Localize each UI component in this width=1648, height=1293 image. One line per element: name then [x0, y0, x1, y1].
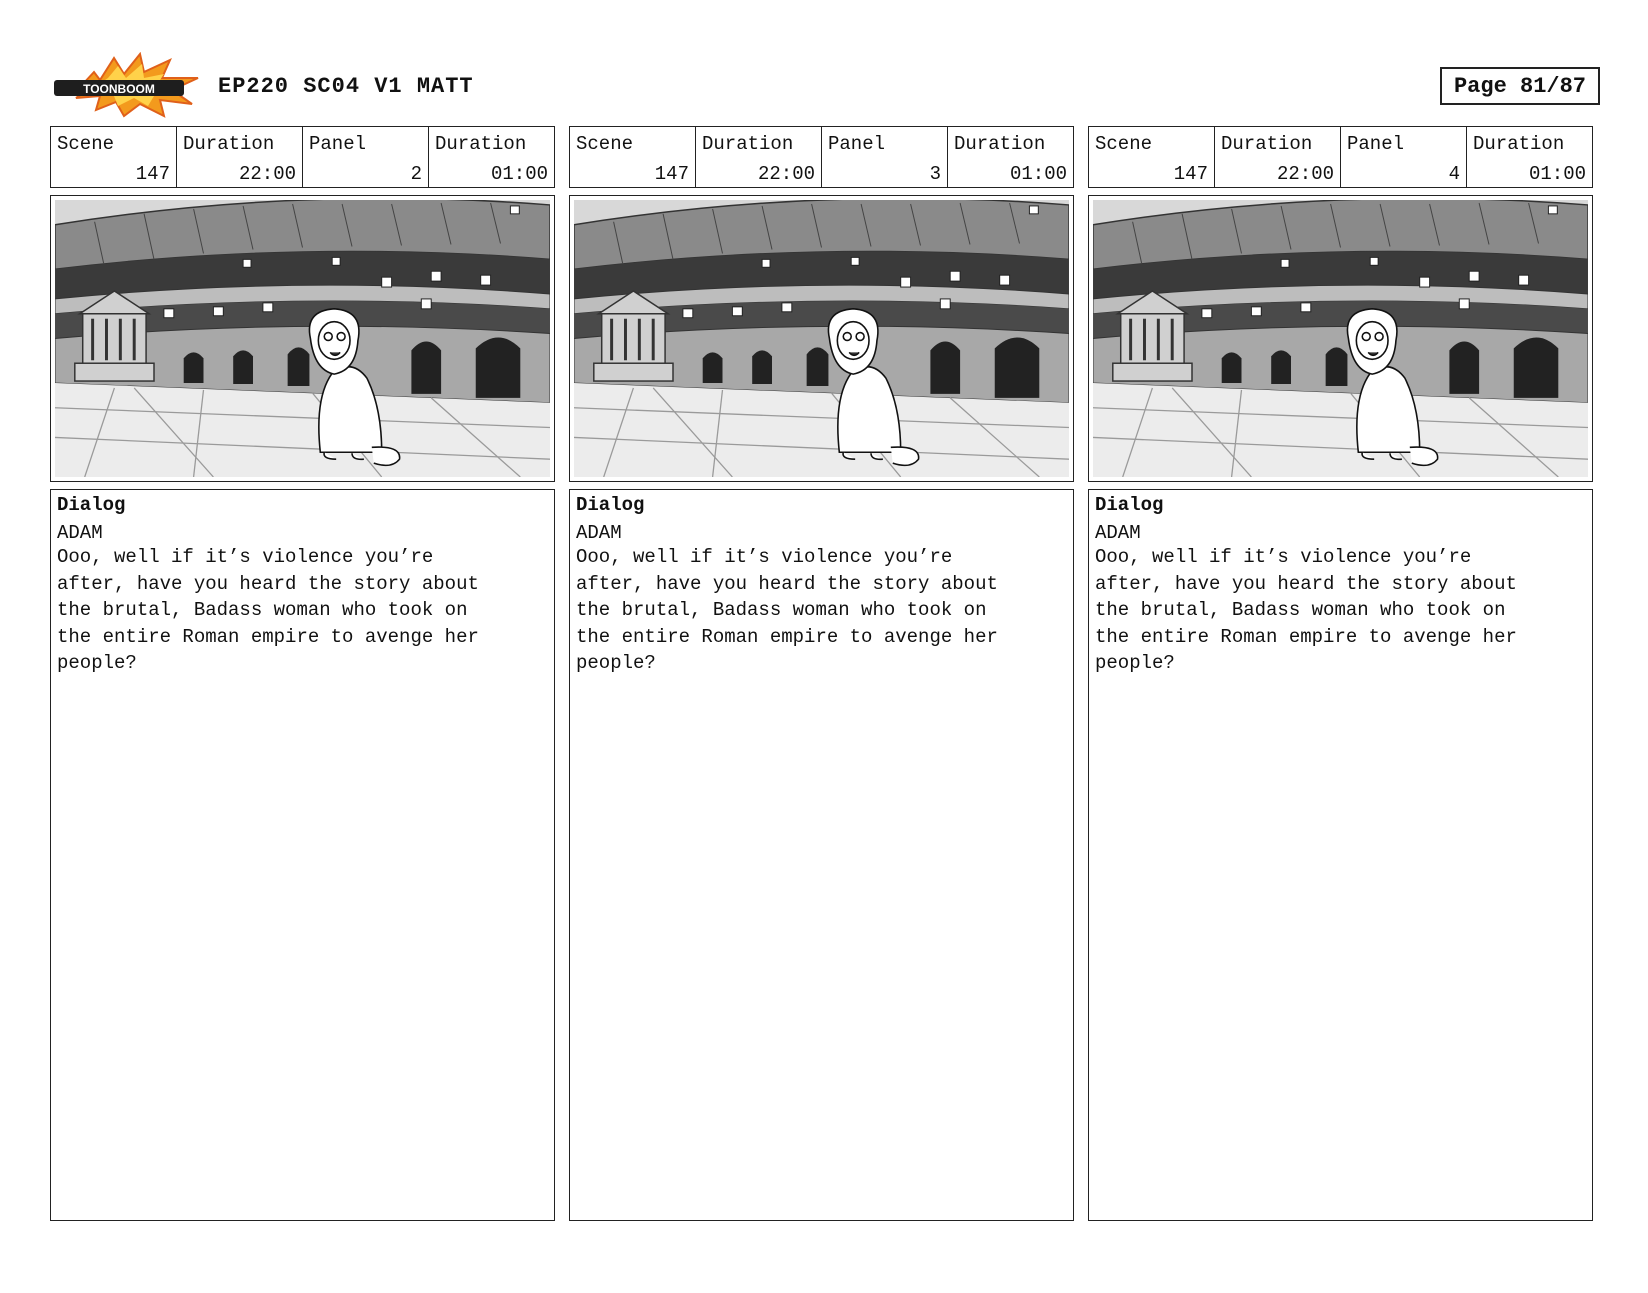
storyboard-panel [50, 126, 555, 1221]
storyboard-frame [50, 195, 555, 482]
scene-label: Scene [1095, 133, 1153, 155]
dialog-text: Ooo, well if it’s violence you’re after, have you heard the story about the brutal, Badass woman who took on the entire Roman empire to avenge her people? [57, 546, 479, 674]
panel-label: Panel [828, 133, 886, 155]
storyboard-panel [569, 126, 1074, 1221]
scene-duration-value: 22:00 [238, 163, 296, 185]
panel-value: 3 [929, 163, 941, 185]
panel-duration-value: 01:00 [1528, 163, 1586, 185]
duration-label: Duration [1221, 133, 1313, 155]
dialog-character: ADAM [1095, 522, 1141, 544]
storyboard-frame [569, 195, 1074, 482]
scene-duration-value: 22:00 [757, 163, 815, 185]
panel-duration-value: 01:00 [1009, 163, 1067, 185]
scene-label: Scene [576, 133, 634, 155]
panel-info-bar [569, 126, 1074, 188]
panel-value: 2 [410, 163, 422, 185]
dialog-heading: Dialog [576, 494, 645, 516]
svg-text:TOONBOOM: TOONBOOM [83, 82, 155, 96]
duration-label: Duration [1473, 133, 1565, 155]
colosseum-lion-sketch [1093, 200, 1588, 477]
panel-info-bar [50, 126, 555, 188]
scene-value: 147 [654, 163, 689, 185]
dialog-heading: Dialog [57, 494, 126, 516]
panel-label: Panel [1347, 133, 1405, 155]
scene-value: 147 [1173, 163, 1208, 185]
colosseum-lion-sketch [55, 200, 550, 477]
episode-title: EP220 SC04 V1 MATT [218, 74, 474, 99]
dialog-text: Ooo, well if it’s violence you’re after, have you heard the story about the brutal, Badass woman who took on the entire Roman empire to avenge her people? [576, 546, 998, 674]
duration-label: Duration [183, 133, 275, 155]
panel-info-bar [1088, 126, 1593, 188]
panel-label: Panel [309, 133, 367, 155]
duration-label: Duration [435, 133, 527, 155]
storyboard-panel [1088, 126, 1593, 1221]
dialog-box [50, 489, 555, 1221]
page-number: Page 81/87 [1440, 67, 1600, 105]
dialog-heading: Dialog [1095, 494, 1164, 516]
scene-label: Scene [57, 133, 115, 155]
duration-label: Duration [954, 133, 1046, 155]
panel-duration-value: 01:00 [490, 163, 548, 185]
dialog-character: ADAM [576, 522, 622, 544]
scene-value: 147 [135, 163, 170, 185]
scene-duration-value: 22:00 [1276, 163, 1334, 185]
colosseum-lion-sketch [574, 200, 1069, 477]
dialog-text: Ooo, well if it’s violence you’re after, have you heard the story about the brutal, Badass woman who took on the entire Roman empire to avenge her people? [1095, 546, 1517, 674]
storyboard-frame [1088, 195, 1593, 482]
dialog-box [1088, 489, 1593, 1221]
panel-value: 4 [1448, 163, 1460, 185]
dialog-character: ADAM [57, 522, 103, 544]
dialog-box [569, 489, 1074, 1221]
duration-label: Duration [702, 133, 794, 155]
toonboom-logo [52, 52, 202, 118]
